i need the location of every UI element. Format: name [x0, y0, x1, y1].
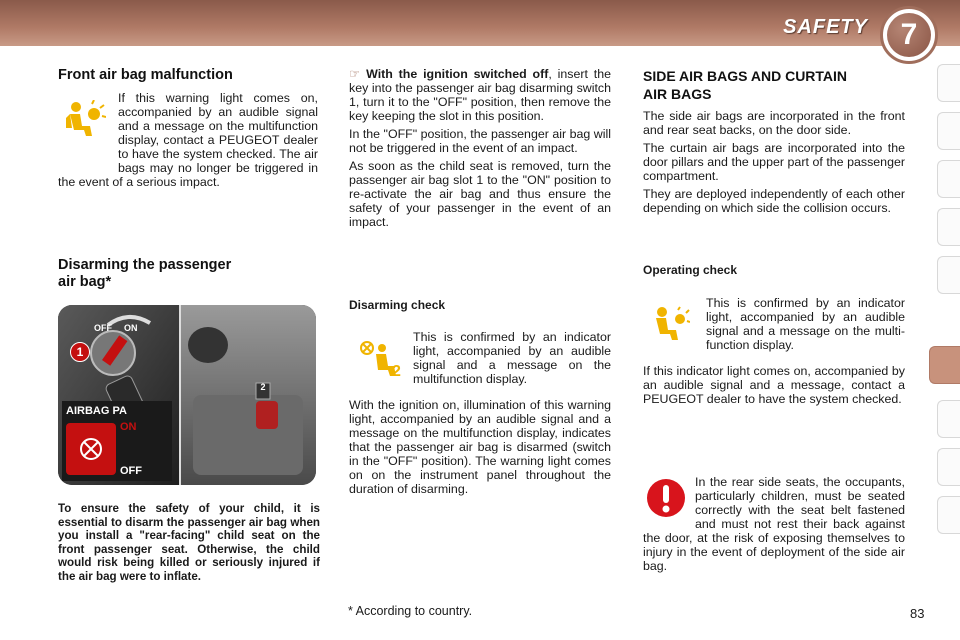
side-airbag-paragraph-1: The side air bags are incorporated in the front and rear seat backs, on the door side.: [643, 109, 905, 137]
rear-seat-warning-block: [643, 475, 905, 577]
photo-label-on: ON: [124, 323, 138, 333]
bullet-ignition-off: ☞ With the ignition switched off, insert the key into the passenger air bag disarming switch 1, turn it to the "OFF" position, then remove the key keeping the slot in this position.: [349, 67, 611, 123]
column-left: [58, 67, 318, 84]
operating-check-block: [643, 263, 905, 277]
indicator-paragraph-block: [643, 364, 905, 410]
photo-label-airbag: AIRBAG PA: [66, 405, 127, 417]
disarming-check-block: [349, 298, 611, 312]
chapter-tab-active[interactable]: [929, 346, 960, 384]
column-right: [643, 67, 905, 219]
bullet-symbol: ☞: [349, 67, 361, 81]
photo-label-off2: OFF: [120, 465, 142, 477]
chapter-tab[interactable]: [937, 400, 960, 438]
chapter-number: 7: [887, 13, 931, 57]
disarming-check-text: This is confirmed by an indicator light, accompanied by an audible signal and a message on the multifunction display.: [413, 330, 611, 386]
disarming-check-heading: Disarming check: [349, 298, 446, 312]
chapter-tab[interactable]: [937, 160, 960, 198]
svg-text:2: 2: [392, 363, 401, 380]
side-airbag-paragraph-3: They are deployed independently of each other depending on which side the collision occurs.: [643, 187, 905, 215]
off-position-paragraph: In the "OFF" position, the passenger air bag will not be triggered in the event of an impact.: [349, 127, 611, 155]
photo-callout-1: 1: [70, 342, 90, 362]
disarming-warning-block: [349, 398, 611, 500]
airbag-disarmed-icon: [358, 340, 402, 385]
disarming-check-text-block: [413, 330, 611, 390]
child-seat-warning-text: To ensure the safety of your child, it is essential to disarm the passenger air bag when you install a "rear-facing" child seat on the front passenger seat. Otherwise, the child would risk being killed or seriously injured if the air bag were to inflate.: [58, 502, 320, 583]
side-airbag-paragraph-2: The curtain air bags are incorporated into the door pillars and the upper part of the passenger compartment.: [643, 141, 905, 183]
photo-label-off: OFF: [94, 323, 112, 333]
chapter-title: SAFETY: [783, 16, 868, 38]
operating-check-heading: Operating check: [643, 263, 738, 277]
child-seat-warning: [58, 502, 320, 587]
chapter-tab[interactable]: [937, 256, 960, 294]
airbag-indicator-icon: [650, 306, 690, 347]
malfunction-text: [58, 91, 318, 193]
airbag-switch-photo: [58, 305, 316, 485]
chapter-tab[interactable]: [937, 448, 960, 486]
photo-callout-2: 2: [260, 382, 266, 392]
chapter-tab[interactable]: [937, 64, 960, 102]
photo-label-on2: ON: [120, 421, 137, 433]
reactivate-paragraph: As soon as the child seat is removed, turn the passenger air bag slot 1 to the "ON" position to re-activate the air bag and thus ensure the safety of your passenger in the event of an impact.: [349, 159, 611, 229]
side-airbag-heading-line1: SIDE AIR BAGS AND CURTAIN: [643, 68, 848, 84]
section-heading-airbag-malfunction: Front air bag malfunction: [58, 67, 233, 83]
rear-seat-warning-text: In the rear side seats, the occupants, particularly children, must be seated correctly with the seat belt fastened and must not rest their back against the door, at the risk of exposing themselves to injury in the event of deployment of the side air bag.: [643, 475, 905, 573]
chapter-tab[interactable]: [937, 208, 960, 246]
chapter-tab[interactable]: [937, 496, 960, 534]
section-heading-disarming-line1: Disarming the passenger: [58, 257, 232, 273]
operating-check-text: This is confirmed by an indicator light, accompanied by an audible signal and a message on the multi-function display.: [706, 296, 905, 352]
footnote: * According to country.: [348, 604, 473, 618]
disarming-heading-block: [58, 257, 298, 291]
indicator-paragraph: If this indicator light comes on, accompanied by an audible signal and a message, contact a PEUGEOT dealer to have the system checked.: [643, 364, 905, 406]
side-airbag-heading-line2: AIR BAGS: [643, 86, 712, 102]
bullet-text: insert the key into the passenger air bag disarming switch 1, turn it to the "OFF" position, then remove the key keeping the slot in this position.: [349, 67, 611, 123]
chapter-tabs: [934, 64, 960, 574]
disarming-warning-paragraph: With the ignition on, illumination of this warning light, accompanied by an audible signal and a message on the multifunction display, indicates that the passenger air bag is disarmed (switch in the "OFF" position). The warning light comes on on the instrument panel throughout the duration of disarming.: [349, 398, 611, 496]
chapter-badge: [880, 6, 938, 64]
bullet-lead: With the ignition switched off: [366, 67, 549, 81]
operating-check-text-block: [706, 296, 905, 356]
page-number: 83: [910, 606, 925, 621]
malfunction-paragraph: If this warning light comes on, accompanied by an audible signal and a message on the multifunction display, contact a PEUGEOT dealer to have the system checked. The air bags may no longer be triggered in the event of a serious impact.: [58, 91, 318, 189]
chapter-tab[interactable]: [937, 112, 960, 150]
column-middle: [349, 67, 611, 233]
section-heading-disarming-line2: air bag*: [58, 274, 112, 290]
